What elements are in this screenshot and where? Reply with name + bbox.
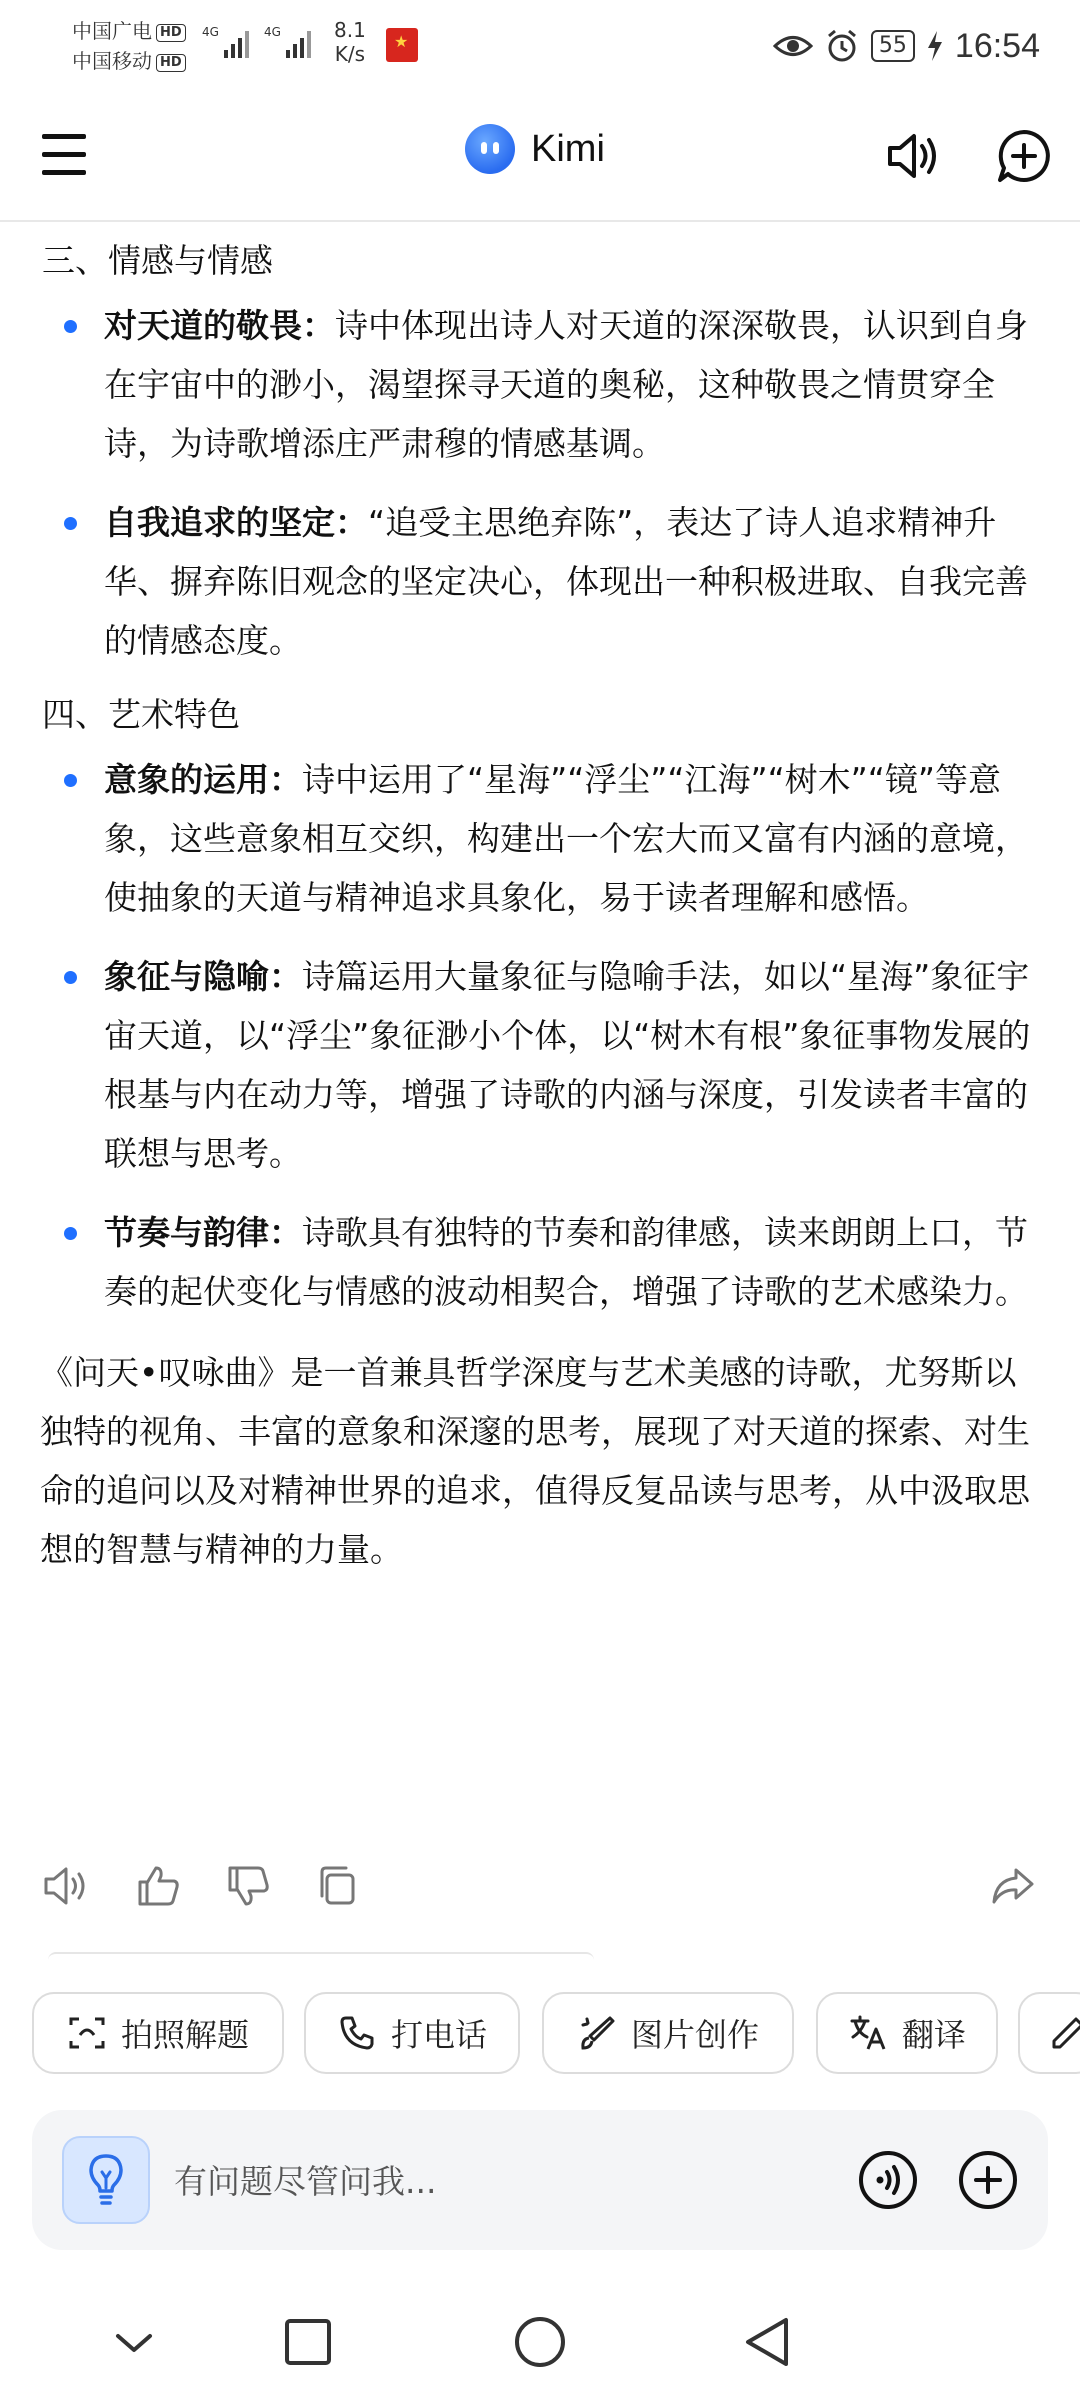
chip-label: 打电话 [390, 2016, 487, 2054]
brand [465, 124, 605, 174]
message-actions [40, 1858, 1040, 1922]
app-title: Kimi [531, 127, 605, 170]
system-nav-bar [0, 2290, 1080, 2400]
alarm-icon [825, 29, 859, 63]
bullet-text: 诗中体现出诗人对天道的深深敬畏，认识到自身在宇宙中的渺小，渴望探寻天道的奥秘，这种敬畏之情贯穿全诗，为诗歌增添庄严肃穆的情感基调。 [104, 306, 1028, 463]
bullet-text: 诗歌具有独特的节奏和韵律感，读来朗朗上口，节奏的起伏变化与情感的波动相契合，增强了诗歌的艺术感染力。 [104, 1213, 1028, 1311]
message-input[interactable] [172, 2150, 736, 2212]
status-bar [0, 0, 1080, 100]
copy-icon[interactable] [312, 1858, 364, 1914]
menu-icon[interactable] [40, 130, 90, 180]
chip-label: 拍照解题 [120, 2016, 249, 2054]
share-icon[interactable] [988, 1858, 1040, 1914]
chat-message-content [40, 220, 1040, 1579]
hd-badge-2: HD [156, 54, 186, 72]
battery-indicator: 55 [871, 30, 915, 62]
carrier-2: 中国移动 [72, 49, 152, 73]
kimi-logo-icon [465, 124, 515, 174]
phone-icon [337, 2013, 377, 2053]
new-chat-icon[interactable] [994, 126, 1054, 186]
carrier-1: 中国广电 [72, 19, 152, 43]
thumbs-up-icon[interactable] [132, 1858, 184, 1914]
bullet-term: 象征与隐喻： [104, 957, 302, 996]
bullet-term: 对天道的敬畏： [104, 306, 335, 345]
flag-icon: ★ [386, 28, 418, 62]
nav-back-icon[interactable] [738, 2312, 798, 2372]
chip-translate[interactable] [816, 1992, 998, 2074]
charging-icon [927, 31, 943, 61]
chip-call[interactable] [304, 1992, 520, 2074]
carrier-info [72, 16, 186, 76]
bullet-item [40, 947, 1040, 1183]
lightbulb-icon[interactable] [62, 2136, 150, 2224]
translate-icon [848, 2013, 888, 2053]
signal-icon-2 [264, 22, 318, 62]
section-title-art: 四、艺术特色 [42, 695, 240, 734]
read-aloud-icon[interactable] [40, 1858, 92, 1914]
bullet-item [40, 493, 1040, 670]
bullet-term: 自我追求的坚定： [104, 503, 368, 542]
chip-image-create[interactable] [542, 1992, 794, 2074]
chip-more[interactable] [1018, 1992, 1080, 2074]
add-attachment-icon[interactable] [956, 2148, 1020, 2212]
thumbs-down-icon[interactable] [222, 1858, 274, 1914]
chat-input-bar [32, 2110, 1048, 2250]
net-type-label-1: 4G [202, 25, 219, 39]
chip-label: 图片创作 [630, 2016, 759, 2054]
voice-call-icon[interactable] [856, 2148, 920, 2212]
brush-icon [577, 2013, 617, 2053]
bullet-item [40, 1203, 1040, 1321]
scan-icon [67, 2013, 107, 2053]
nav-down-icon[interactable] [104, 2312, 164, 2372]
bullet-item [40, 750, 1040, 927]
eye-icon [773, 31, 813, 61]
speed-value: 8.1 [334, 18, 366, 42]
bullet-term: 节奏与韵律： [104, 1213, 302, 1252]
bullet-term: 意象的运用： [104, 760, 302, 799]
divider [48, 1952, 594, 1960]
app-header [0, 100, 1080, 222]
pen-icon [1046, 2013, 1080, 2053]
bullet-text: “追受主思绝弃陈”，表达了诗人追求精神升华、摒弃陈旧观念的坚定决心，体现出一种积极进取、自我完善的情感态度。 [104, 503, 1028, 660]
network-speed [334, 18, 366, 66]
chip-label: 翻译 [901, 2016, 966, 2054]
nav-recents-icon[interactable] [278, 2312, 338, 2372]
summary-paragraph: 《问天•叹咏曲》是一首兼具哲学深度与艺术美感的诗歌，尤努斯以独特的视角、丰富的意象和深邃的思考，展现了对天道的探索、对生命的追问以及对精神世界的追求，值得反复品读与思考，从中汲取思想的智慧与精神的力量。 [40, 1353, 1030, 1569]
speed-unit: K/s [334, 42, 366, 66]
bullet-text: 诗篇运用大量象征与隐喻手法，如以“星海”象征宇宙天道，以“浮尘”象征渺小个体，以“树木有根”象征事物发展的根基与内在动力等，增强了诗歌的内涵与深度，引发读者丰富的联想与思考。 [104, 957, 1031, 1173]
nav-home-icon[interactable] [510, 2312, 570, 2372]
net-type-label-2: 4G [264, 25, 281, 39]
bullet-text: 诗中运用了“星海”“浮尘”“江海”“树木”“镜”等意象，这些意象相互交织，构建出一个宏大而又富有内涵的意境，使抽象的天道与精神追求具象化，易于读者理解和感悟。 [104, 760, 1028, 917]
chip-photo-solve[interactable] [32, 1992, 284, 2074]
section-title-emotion: 三、情感与情感 [42, 241, 273, 280]
clock: 16:54 [954, 26, 1040, 65]
speaker-icon[interactable] [882, 126, 942, 186]
bullet-item [40, 296, 1040, 473]
hd-badge-1: HD [156, 24, 186, 42]
signal-icon-1 [202, 22, 256, 62]
